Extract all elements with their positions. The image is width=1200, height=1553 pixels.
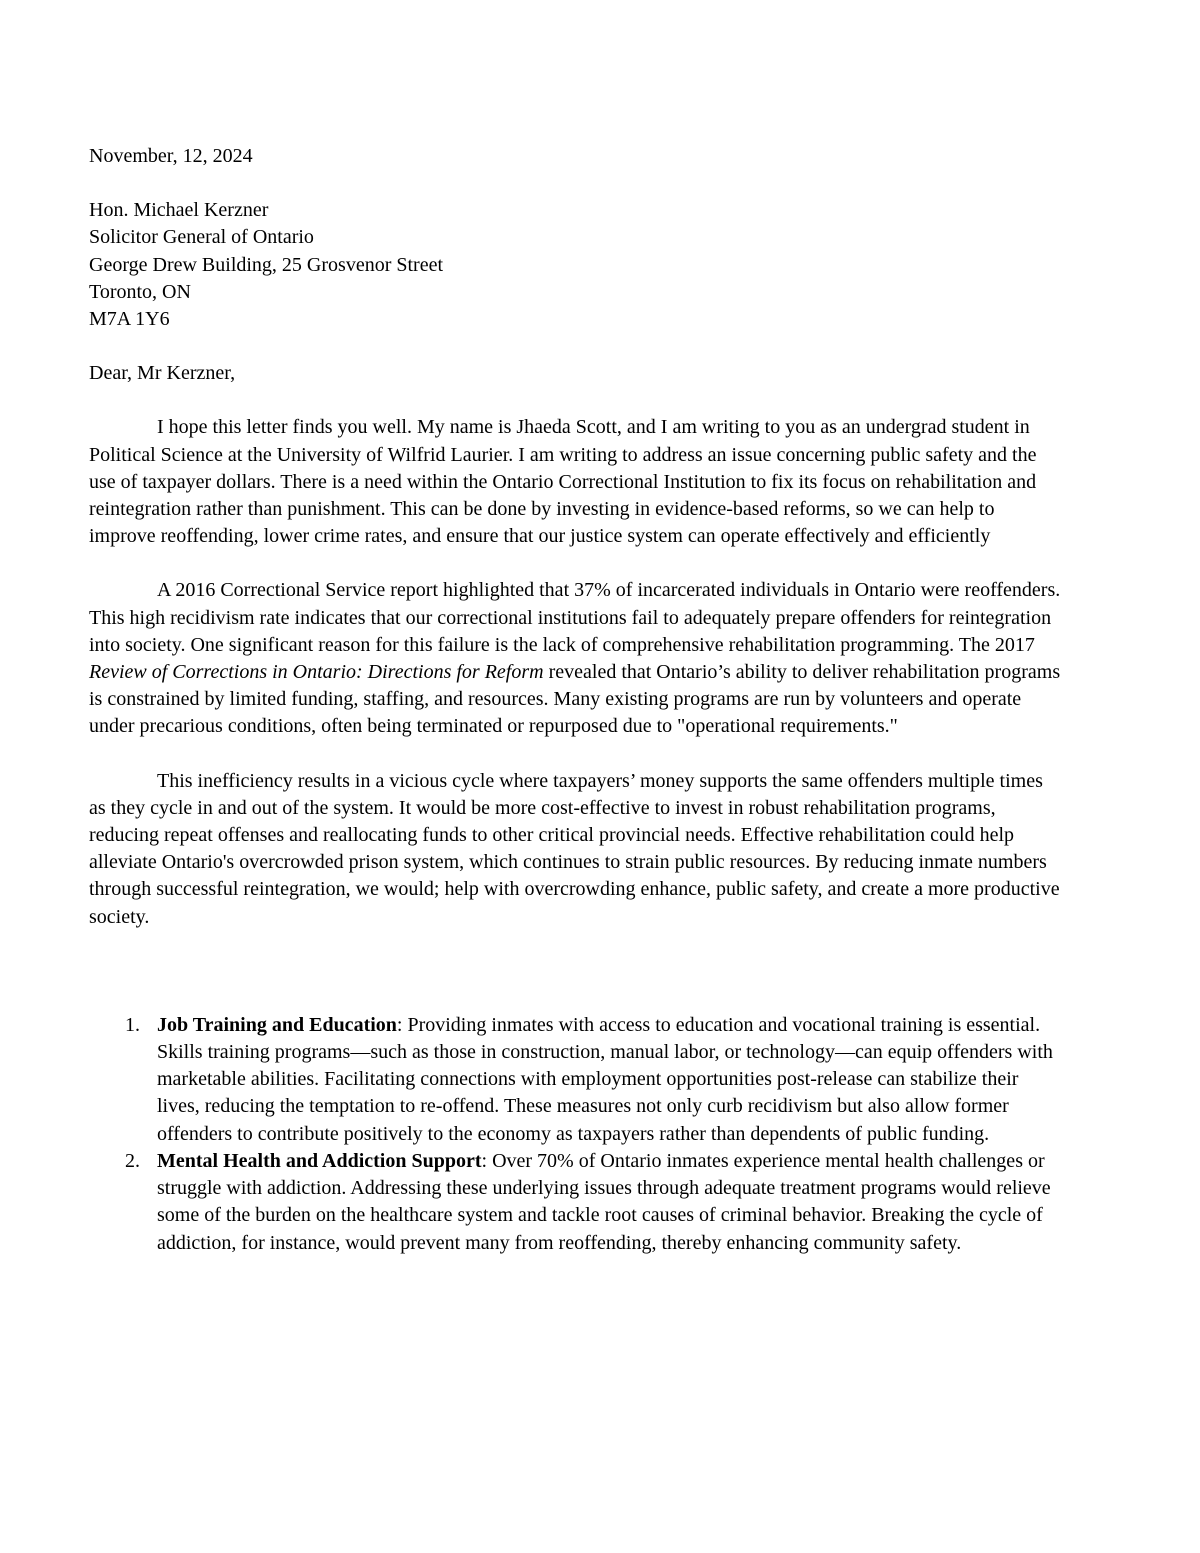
recipient-postal-code: M7A 1Y6	[89, 308, 170, 331]
salutation: Dear, Mr Kerzner,	[89, 362, 236, 385]
list-item	[89, 1012, 1061, 1148]
intro-paragraph: I hope this letter finds you well. My name is Jhaeda Scott, and I am writing to you as an undergrad student in Political Science at the University of Wilfrid Laurier. I am writing to address an issue concerning public safety and the use of taxpayer dollars. There is a need within the Ontario Correctional Institution to fix its focus on rehabilitation and reintegration rather than punishment. This can be done by investing in evidence-based reforms, so we can help to improve reoffending, lower crime rates, and ensure that our justice system can operate effectively and efficiently	[89, 416, 1037, 548]
list-item-text: : Over 70% of Ontario inmates experience mental health challenges or struggle with addiction. Addressing these underlying issues through adequate treatment programs would relieve some of the burden on the healthcare system and tackle root causes of criminal behavior. Breaking the cycle of addiction, for instance, would prevent many from reoffending, thereby enhancing community safety.	[157, 1149, 1051, 1254]
recipient-city: Toronto, ON	[89, 280, 191, 303]
letter-date: November, 12, 2024	[89, 145, 253, 167]
recipient-position: Solicitor General of Ontario	[89, 226, 314, 249]
reform-list	[89, 1012, 1061, 1257]
list-item-title: Mental Health and Addiction Support	[157, 1149, 482, 1172]
list-item-title: Job Training and Education	[157, 1013, 397, 1036]
recipient-name: Hon. Michael Kerzner	[89, 199, 269, 222]
report-title: Review of Corrections in Ontario: Directions for Reform	[89, 661, 544, 684]
inefficiency-paragraph: This inefficiency results in a vicious cycle where taxpayers’ money supports the same offenders multiple times as they cycle in and out of the system. It would be more cost-effective to invest in robust rehabilitation programs, reducing repeat offenses and reallocating funds to other critical provincial needs. Effective rehabilitation could help alleviate Ontario's overcrowded prison system, which continues to strain public resources. By reducing inmate numbers through successful reintegration, we would; help with overcrowding enhance, public safety, and create a more productive society.	[89, 769, 1060, 928]
letter-body	[89, 143, 1061, 1257]
paragraph-text: A 2016 Correctional Service report highlighted that 37% of incarcerated individuals in Ontario were reoffenders. This high recidivism rate indicates that our correctional institutions fail to adequately prepare offenders for reintegration into society. One significant reason for this failure is the lack of comprehensive rehabilitation programming. The 2017	[89, 579, 1061, 656]
recidivism-paragraph	[89, 577, 1061, 740]
recipient-street: George Drew Building, 25 Grosvenor Street	[89, 253, 444, 276]
spacer	[89, 958, 1061, 1012]
list-item-text: : Providing inmates with access to education and vocational training is essential. Skills training programs—such as those in construction, manual labor, or technology—can equip offenders with marketable abilities. Facilitating connections with employment opportunities post-release can stabilize their lives, reducing the temptation to re-offend. These measures not only curb recidivism but also allow former offenders to contribute positively to the economy as taxpayers rather than dependents of public funding.	[157, 1013, 1053, 1145]
recipient-address	[89, 197, 1061, 333]
list-number: 1.	[125, 1013, 140, 1036]
paragraph-text: revealed that Ontario’s ability to deliver rehabilitation programs is constrained by limited funding, staffing, and resources. Many existing programs are run by volunteers and operate under precarious conditions, often being terminated or repurposed due to "operational requirements."	[89, 661, 1061, 738]
list-item	[89, 1148, 1061, 1257]
list-number: 2.	[125, 1149, 140, 1172]
